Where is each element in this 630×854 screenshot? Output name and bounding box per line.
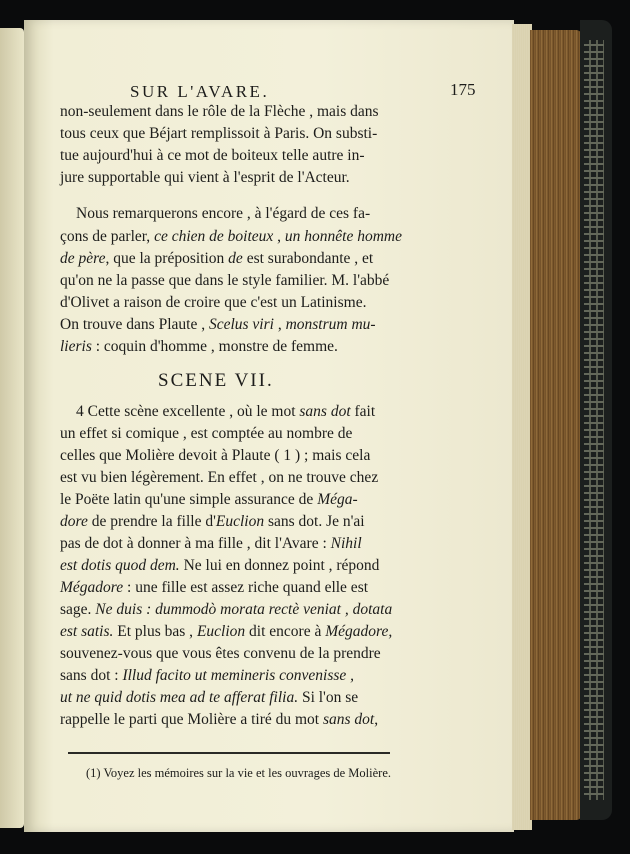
text-line: tous ceux que Béjart remplissoit à Paris. On substi- [60, 125, 378, 142]
spine-ornament [584, 40, 604, 800]
text-line: d'Olivet a raison de croire que c'est un Latinisme. [60, 294, 367, 311]
text-line: pas de dot à donner à ma fille , dit l'Avare : Nihil [60, 535, 362, 552]
scene-heading: SCENE VII. [158, 370, 274, 391]
text-line: est dotis quod dem. Ne lui en donnez point , répond [60, 557, 380, 574]
text-line: Mégadore : une fille est assez riche quand elle est [60, 579, 369, 596]
text-line: çons de parler, ce chien de boiteux , un honnête homme [60, 228, 402, 245]
text-line: 4 Cette scène excellente , où le mot sans dot fait [76, 403, 376, 420]
text-line: sans dot : Illud facito ut memineris convenisse , [60, 667, 355, 684]
footnote-rule [68, 752, 390, 754]
gilt-fore-edge [530, 30, 582, 820]
text-line: est vu bien légèrement. En effet , on ne trouve chez [60, 469, 379, 486]
text-line: sage. Ne duis : dummodò morata rectè veniat , dotata [60, 601, 393, 618]
text-line: celles que Molière devoit à Plaute ( 1 ) ; mais cela [60, 447, 371, 464]
text-line: Nous remarquerons encore , à l'égard de ces fa- [76, 205, 371, 222]
text-line: rappelle le parti que Molière a tiré du mot sans dot, [60, 711, 379, 728]
text-line: jure supportable qui vient à l'esprit de l'Acteur. [60, 169, 350, 186]
left-page-edge [0, 28, 24, 828]
text-line: tue aujourd'hui à ce mot de boiteux telle autre in- [60, 147, 365, 164]
text-line: dore de prendre la fille d'Euclion sans dot. Je n'ai [60, 513, 365, 530]
running-header: SUR L'AVARE. [130, 82, 270, 101]
text-line: de père, que la préposition de est surabondante , et [60, 250, 374, 267]
text-line: non-seulement dans le rôle de la Flèche , mais dans [60, 103, 379, 120]
text-line: souvenez-vous que vous êtes convenu de la prendre [60, 645, 381, 662]
text-line: est satis. Et plus bas , Euclion dit encore à Mégadore, [60, 623, 393, 640]
text-line: ut ne quid dotis mea ad te afferat filia. Si l'on se [60, 689, 359, 706]
book-spine [580, 20, 612, 820]
text-line: On trouve dans Plaute , Scelus viri , monstrum mu- [60, 316, 376, 333]
page-number: 175 [450, 80, 476, 99]
text-line: lieris : coquin d'homme , monstre de femme. [60, 338, 338, 355]
page-block-edge [512, 24, 532, 830]
text-line: qu'on ne la passe que dans le style familier. M. l'abbé [60, 272, 390, 289]
text-line: un effet si comique , est comptée au nombre de [60, 425, 353, 442]
text-line: le Poëte latin qu'une simple assurance de Méga- [60, 491, 358, 508]
footnote: (1) Voyez les mémoires sur la vie et les ouvrages de Molière. [86, 766, 392, 780]
